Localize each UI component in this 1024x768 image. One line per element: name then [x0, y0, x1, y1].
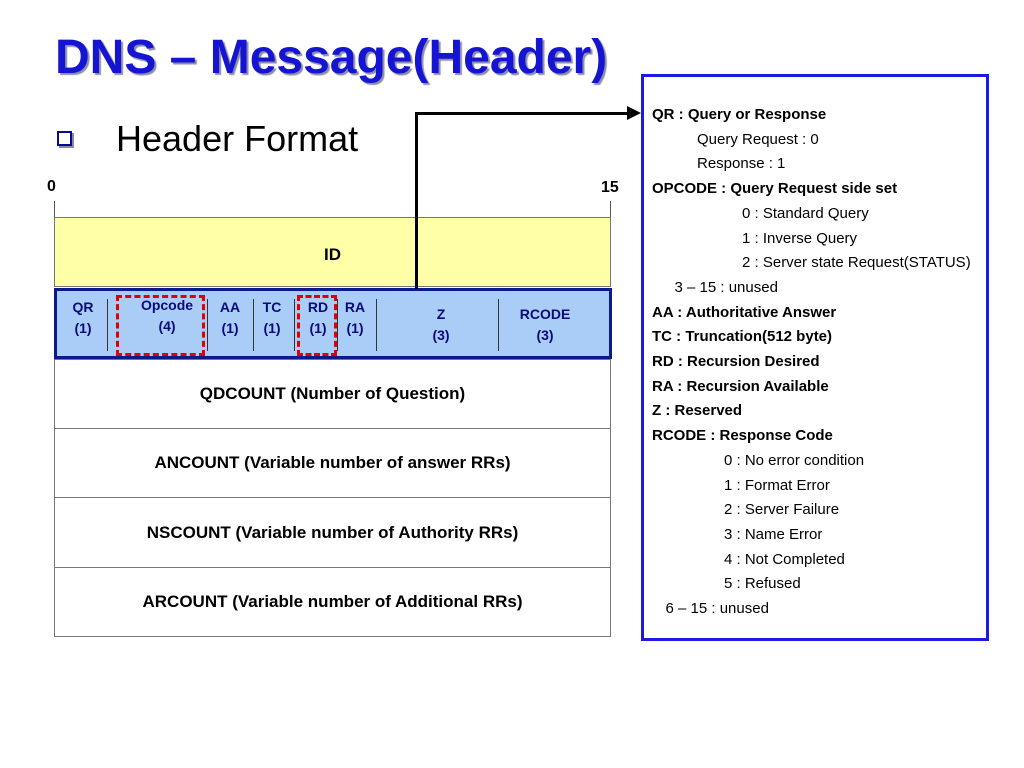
legend-line: OPCODE : Query Request side set [652, 180, 898, 198]
id-label: ID [324, 245, 341, 264]
bit-start-label: 0 [47, 178, 56, 195]
legend-lines [652, 103, 986, 622]
connector-line-horizontal [415, 112, 627, 115]
legend-line: 3 – 15 : unused [674, 278, 778, 296]
flag-divider [107, 299, 108, 351]
legend-line: Query Request : 0 [697, 130, 819, 148]
nscount-label: NSCOUNT (Variable number of Authority RRs) [146, 522, 519, 542]
flag-z-size: (3) [432, 327, 450, 343]
bit-tick-start [54, 201, 55, 218]
flag-divider [498, 299, 499, 351]
flag-ra-size: (1) [346, 320, 364, 336]
legend-line: 5 : Refused [724, 575, 801, 593]
flag-z-name: Z [436, 306, 446, 322]
flag-rcode [507, 304, 583, 346]
legend-line: TC : Truncation(512 byte) [652, 328, 833, 346]
flag-tc-name: TC [262, 299, 282, 315]
nscount-field [54, 497, 611, 568]
legend-line: QR : Query or Response [652, 106, 827, 123]
legend-panel [641, 74, 989, 641]
qdcount-field [54, 359, 611, 429]
legend-line: 2 : Server Failure [724, 501, 840, 519]
flag-rcode-size: (3) [536, 327, 554, 343]
flag-tc-size: (1) [263, 320, 281, 336]
bullet-square-icon [57, 131, 72, 146]
flag-rd-size: (1) [309, 320, 327, 336]
slide-title: DNS – Message(Header) [55, 31, 608, 84]
legend-line: 2 : Server state Request(STATUS) [742, 254, 971, 272]
legend-line: 0 : Standard Query [742, 204, 869, 222]
ancount-field [54, 428, 611, 498]
legend-line: AA : Authoritative Answer [652, 303, 837, 321]
flag-divider [207, 299, 208, 351]
qdcount-label: QDCOUNT (Number of Question) [199, 384, 466, 403]
flag-qr [63, 297, 103, 339]
bit-end-label: 15 [601, 179, 619, 196]
legend-line: Z : Reserved [652, 402, 743, 420]
opcode-highlight-box [116, 295, 205, 356]
legend-line: 1 : Format Error [724, 476, 830, 494]
flags-row [54, 288, 612, 359]
legend-line: Response : 1 [697, 155, 786, 173]
flag-divider [253, 299, 254, 351]
flag-ra-name: RA [344, 299, 366, 315]
flag-rd-name: RD [307, 299, 329, 315]
flag-divider [294, 299, 295, 351]
arcount-label: ARCOUNT (Variable number of Additional RRs) [142, 592, 523, 611]
legend-line: RA : Recursion Available [652, 377, 829, 395]
legend-line: 0 : No error condition [724, 451, 865, 469]
flag-aa-name: AA [219, 299, 241, 315]
flag-z [411, 304, 471, 346]
flag-opcode-name: Opcode [140, 297, 194, 313]
legend-line: 1 : Inverse Query [742, 229, 858, 247]
bit-tick-end [610, 201, 611, 218]
flag-rcode-name: RCODE [519, 306, 571, 322]
flag-tc [255, 297, 289, 339]
flag-ra [338, 297, 372, 339]
bullet-header-format: Header Format [116, 118, 359, 159]
flag-aa [213, 297, 247, 339]
id-field [54, 217, 611, 287]
flag-aa-size: (1) [221, 320, 239, 336]
legend-line: RD : Recursion Desired [652, 353, 820, 371]
flag-opcode-size: (4) [158, 318, 176, 334]
connector-line-vertical [415, 112, 418, 289]
legend-line: 3 : Name Error [724, 525, 823, 543]
legend-line: 6 – 15 : unused [665, 600, 769, 618]
flag-qr-size: (1) [74, 320, 92, 336]
rd-highlight-box [297, 295, 337, 356]
legend-line: RCODE : Response Code [652, 427, 833, 445]
ancount-label: ANCOUNT (Variable number of answer RRs) [154, 453, 511, 472]
arcount-field [54, 567, 611, 637]
flag-qr-name: QR [72, 299, 94, 315]
flag-divider [376, 299, 377, 351]
arrow-right-icon [627, 106, 641, 120]
legend-line: 4 : Not Completed [724, 550, 845, 568]
